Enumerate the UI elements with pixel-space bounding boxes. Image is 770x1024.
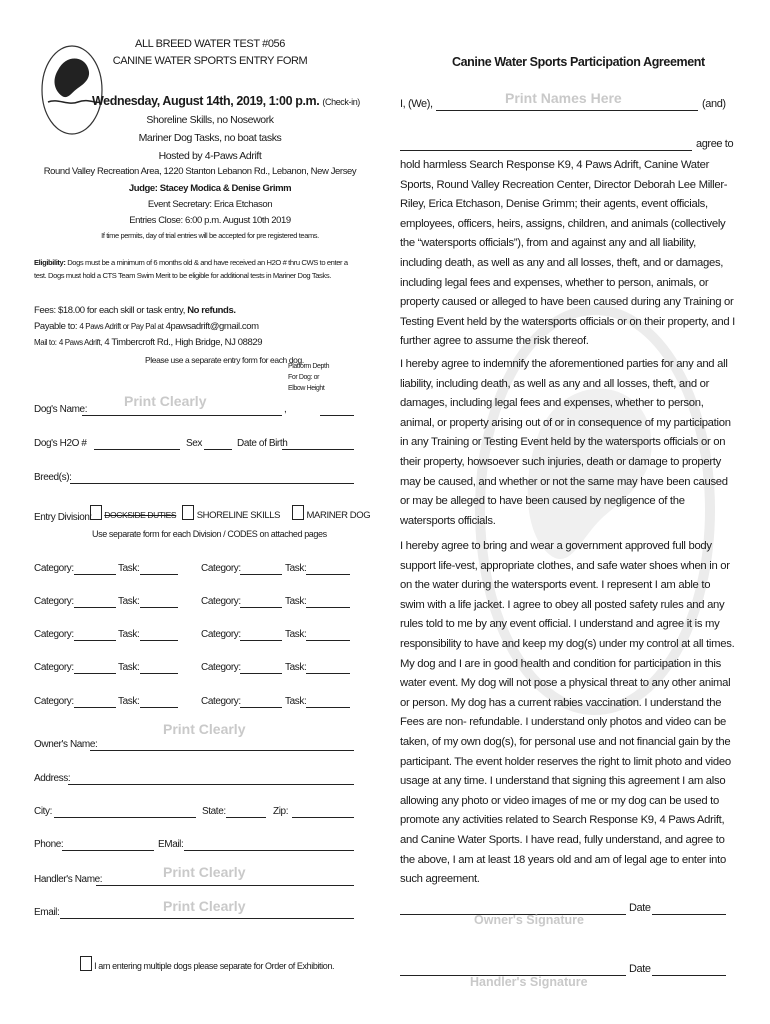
- sex-field[interactable]: [204, 449, 232, 450]
- category-label: Category:: [201, 696, 241, 707]
- category-label: Category:: [201, 629, 241, 640]
- dogs-h2o-field[interactable]: [94, 449, 180, 450]
- shoreline-checkbox[interactable]: [182, 505, 194, 520]
- eligibility-text-1: Dogs must be a minimum of 6 months old & and have received an H2O # thru CWS to enter a: [65, 258, 348, 267]
- owners-name-field[interactable]: [90, 750, 354, 751]
- category-field[interactable]: [74, 707, 116, 708]
- task-field[interactable]: [306, 640, 350, 641]
- zip-field[interactable]: [292, 817, 354, 818]
- payable-email: 4pawsadrift@gmail.com: [165, 321, 259, 332]
- task-field[interactable]: [306, 707, 350, 708]
- owners-name-label: Owner's Name:: [34, 739, 98, 750]
- dogs-name-label: Dog's Name:: [34, 404, 88, 415]
- mail-address: 4 Timbercroft Rd., High Bridge, NJ 08829: [104, 337, 263, 348]
- task-label: Task:: [118, 596, 140, 607]
- print-clearly-watermark: Print Clearly: [163, 898, 246, 914]
- task-label: Task:: [285, 629, 307, 640]
- email-label: EMail:: [158, 839, 184, 850]
- category-field[interactable]: [74, 574, 116, 575]
- agreement-paragraph-2: I hereby agree to indemnify the aforementioned parties for any and all liability, including death, as well as any and all losses, theft, and or damages, including legal fees and expenses, whether to person, animal, or property arising out of or in consequence of my participation in any Training or Testing Event held by the watersports officials or on their property, howsoever such injuries, death or damage to property may be caused, and whether or not the same may have been caused or may be alleged to have been caused by negligence of the watersports officials.: [400, 358, 731, 527]
- print-names-watermark: Print Names Here: [505, 90, 622, 106]
- event-date: Wednesday, August 14th, 2019, 1:00 p.m.: [92, 94, 320, 108]
- task-label: Task:: [285, 662, 307, 673]
- handler-date-field[interactable]: [652, 975, 726, 976]
- category-field[interactable]: [240, 673, 282, 674]
- task-field[interactable]: [140, 607, 178, 608]
- entry-division-label: Entry Division:: [34, 512, 92, 523]
- state-field[interactable]: [226, 817, 266, 818]
- dockside-label: DOCKSIDE DUTIES: [104, 510, 177, 520]
- we-prefix: I, (We),: [400, 98, 433, 110]
- platform-height-field[interactable]: [320, 415, 354, 416]
- breed-label: Breed(s):: [34, 472, 72, 483]
- owner-date-field[interactable]: [652, 914, 726, 915]
- category-field[interactable]: [74, 640, 116, 641]
- city-field[interactable]: [54, 817, 196, 818]
- category-label: Category:: [201, 596, 241, 607]
- and-suffix: (and): [702, 98, 726, 110]
- judge-line: Judge: Stacey Modica & Denise Grimm: [128, 183, 292, 194]
- category-label: Category:: [201, 563, 241, 574]
- category-field[interactable]: [74, 607, 116, 608]
- platform-note-2: For Dog: or: [288, 374, 319, 381]
- category-field[interactable]: [240, 640, 282, 641]
- task-field[interactable]: [140, 707, 178, 708]
- hosted-line: Hosted by 4-Paws Adrift: [158, 150, 262, 162]
- task-field[interactable]: [306, 574, 350, 575]
- category-field[interactable]: [74, 673, 116, 674]
- print-clearly-watermark: Print Clearly: [163, 864, 246, 880]
- print-clearly-watermark: Print Clearly: [124, 393, 207, 409]
- dogs-h2o-label: Dog's H2O #: [34, 438, 87, 449]
- dogs-name-field[interactable]: [82, 415, 282, 416]
- mail-label: Mail to:: [34, 338, 57, 347]
- zip-label: Zip:: [273, 806, 289, 817]
- mariner-checkbox[interactable]: [292, 505, 304, 520]
- mariner-label: MARINER DOG: [306, 510, 371, 521]
- print-clearly-watermark: Print Clearly: [163, 721, 246, 737]
- multiple-dogs-label: I am entering multiple dogs please separate for Order of Exhibition.: [94, 961, 335, 971]
- state-label: State:: [202, 806, 226, 817]
- breed-field[interactable]: [70, 483, 354, 484]
- form-subtitle: CANINE WATER SPORTS ENTRY FORM: [112, 55, 308, 67]
- handler-date-label: Date: [629, 963, 651, 975]
- category-label: Category:: [34, 563, 74, 574]
- shoreline-line: Shoreline Skills, no Nosework: [146, 114, 274, 126]
- dob-label: Date of Birth: [237, 438, 288, 449]
- task-label: Task:: [285, 696, 307, 707]
- category-field[interactable]: [240, 707, 282, 708]
- payable-label: Payable to:: [34, 321, 78, 332]
- category-label: Category:: [34, 629, 74, 640]
- agreement-title: Canine Water Sports Participation Agreement: [452, 55, 705, 69]
- location-line: Round Valley Recreation Area, 1220 Stanton Lebanon Rd., Lebanon, New Jersey: [43, 166, 357, 177]
- task-label: Task:: [118, 696, 140, 707]
- time-permits-line: If time permits, day of trial entries will be accepted for pre registered teams.: [101, 231, 319, 240]
- fees-text: Fees: $18.00 for each skill or task entry,: [34, 305, 185, 316]
- phone-field[interactable]: [62, 850, 154, 851]
- task-label: Task:: [118, 629, 140, 640]
- sex-label: Sex: [186, 438, 203, 449]
- entries-close-line: Entries Close: 6:00 p.m. August 10th 2019: [129, 215, 291, 226]
- platform-note-1: Platform Depth: [288, 363, 330, 370]
- use-separate-note: Use separate form for each Division / CODES on attached pages: [92, 529, 327, 539]
- mariner-line: Mariner Dog Tasks, no boat tasks: [138, 132, 282, 144]
- email2-label: Email:: [34, 907, 60, 918]
- address-field[interactable]: [68, 784, 354, 785]
- dockside-checkbox[interactable]: [90, 505, 102, 520]
- handlers-signature-label: Handler's Signature: [470, 975, 588, 989]
- dogs-name-comma: ,: [284, 404, 287, 415]
- form-title: ALL BREED WATER TEST #056: [135, 38, 285, 50]
- email2-field[interactable]: [60, 918, 354, 919]
- category-label: Category:: [201, 662, 241, 673]
- secretary-line: Event Secretary: Erica Etchason: [147, 199, 273, 210]
- eligibility-text-2: test. Dogs must hold a CTS Team Swim Merit to be eligible for additional tests in Mariner Dog Tasks.: [34, 271, 331, 280]
- task-label: Task:: [118, 662, 140, 673]
- task-label: Task:: [285, 596, 307, 607]
- category-label: Category:: [34, 596, 74, 607]
- separate-form-note: Please use a separate entry form for each dog.: [145, 355, 304, 365]
- agreement-paragraph-1: hold harmless Search Response K9, 4 Paws Adrift, Canine Water Sports, Round Valley Recreation Center, Director Deborah Lee Miller-Riley, Erica Etchason, Denise Grimm; their agents, event officials, employees, officers, heirs, assigns, children, and animals (collectively the “watersports officials”), from and against any and all liability, including death, as well as any and all losses, theft, and or damages, including legal fees and expenses, whether to person, animals, or property caused or alleged to have been caused during any Training or Testing Event held by the watersports officials or on their property, and I further agree to assume the risk thereof.: [400, 159, 736, 348]
- task-field[interactable]: [140, 673, 178, 674]
- email-field[interactable]: [184, 850, 354, 851]
- platform-note-3: Elbow Height: [288, 385, 325, 392]
- no-refunds: No refunds.: [187, 305, 236, 316]
- address-label: Address:: [34, 773, 71, 784]
- owners-signature-label: Owner's Signature: [474, 913, 584, 927]
- payable-text: 4 Paws Adrift or Pay Pal at: [79, 322, 164, 331]
- category-label: Category:: [34, 662, 74, 673]
- mail-text: 4 Paws Adrift,: [58, 338, 103, 347]
- checkin-note: (Check-in): [322, 97, 360, 107]
- phone-label: Phone:: [34, 839, 64, 850]
- participant-names-field[interactable]: [436, 110, 698, 111]
- handlers-name-field[interactable]: [96, 885, 354, 886]
- task-label: Task:: [285, 563, 307, 574]
- multiple-dogs-checkbox[interactable]: [80, 956, 92, 971]
- category-label: Category:: [34, 696, 74, 707]
- dob-field[interactable]: [282, 449, 354, 450]
- city-label: City:: [34, 806, 53, 817]
- category-field[interactable]: [240, 574, 282, 575]
- task-field[interactable]: [306, 673, 350, 674]
- eligibility-label: Eligibility:: [34, 258, 66, 267]
- task-field[interactable]: [306, 607, 350, 608]
- task-label: Task:: [118, 563, 140, 574]
- agree-to: agree to: [696, 138, 734, 150]
- task-field[interactable]: [140, 640, 178, 641]
- task-field[interactable]: [140, 574, 178, 575]
- shoreline-label: SHORELINE SKILLS: [196, 510, 281, 521]
- agreement-paragraph-3: I hereby agree to bring and wear a government approved full body support life-vest, appropriate clothes, and safe water shoes when in or on the water during the watersports event. I represent I am able to swim with a life jacket. I agree to obey all posted safety rules and any rules told to me by any event official. I understand and agree it is my responsibility to have and keep my dog(s) under my control at all times. My dog and I are in good health and condition for participation in this water event. My dog will not pose a physical threat to any other animal or person. My dog has a current rabies vaccination. I understand the Fees are non- refundable. I understand only photos and video can be taken, of my own dog(s), for personal use and not financial gain by the participant. The event holder reserves the right to limit photo and video usage at any time. I understand that signing this agreement I am also allowing any photo or video images of me or my dog can be used to promote any activities related to Search Response K9, 4 Paws Adrift, and Canine Water Sports. I have read, fully understand, and agree to the above, I am at least 18 years old and am of legal age to enter into such agreement.: [400, 540, 735, 886]
- handlers-name-label: Handler's Name:: [34, 874, 103, 885]
- participant-names-field-2[interactable]: [400, 150, 692, 151]
- category-field[interactable]: [240, 607, 282, 608]
- owner-date-label: Date: [629, 902, 651, 914]
